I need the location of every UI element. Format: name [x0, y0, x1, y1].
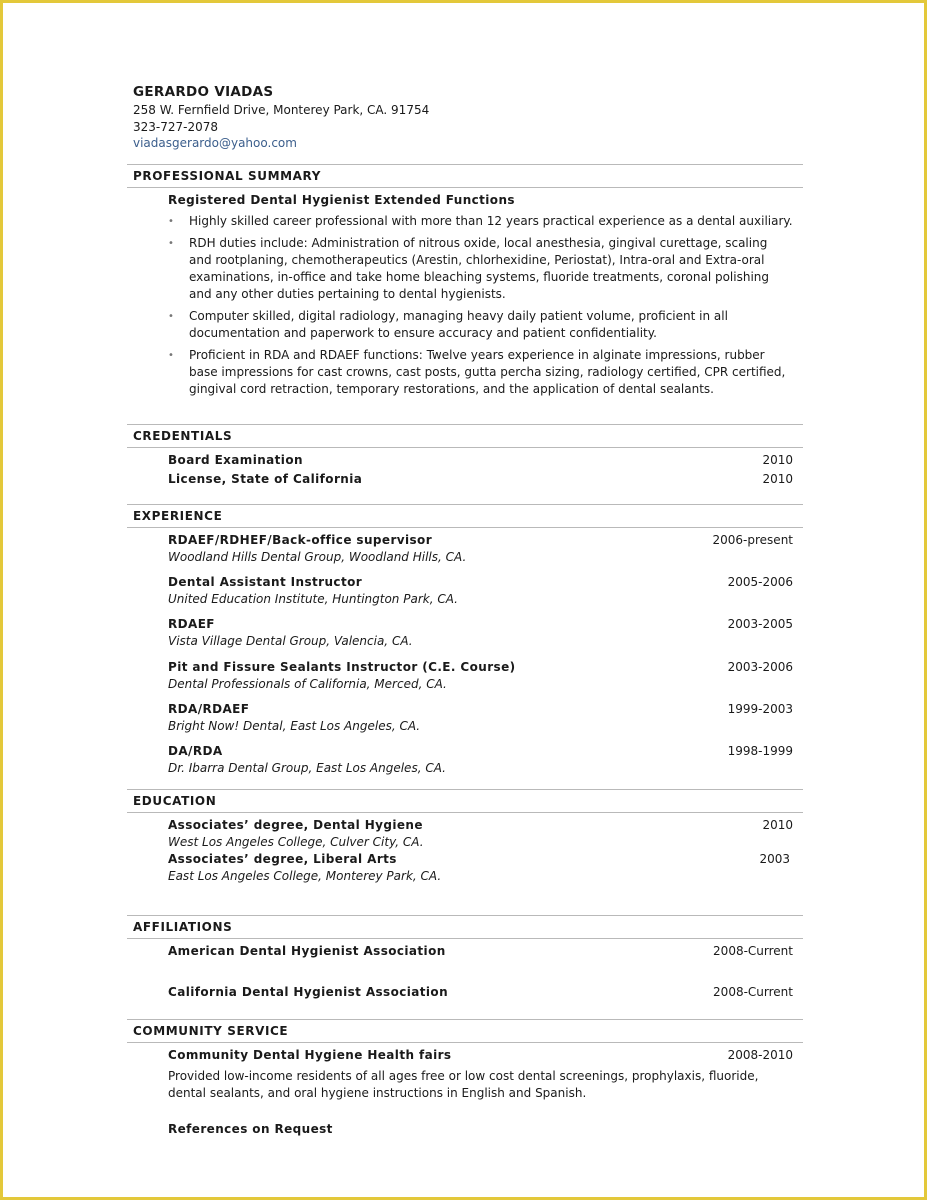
divider	[127, 187, 803, 188]
bullet-text: RDH duties include: Administration of nitrous oxide, local anesthesia, gingival curettage, scaling and rootplaning, chemotherapeutics (Arestin, chlorhexidine, Periostat), Intra-oral and Extra-oral examinations, in-office and take home bleaching systems, fluoride treatments, coronal polishing and any other duties pertaining to dental hygienists.	[189, 236, 770, 301]
resume-document	[133, 84, 803, 1136]
section-title: COMMUNITY SERVICE	[133, 1024, 289, 1038]
bullet-text: Computer skilled, digital radiology, managing heavy daily patient volume, proficient in all documentation and paperwork to ensure accuracy and patient confidentiality.	[189, 309, 728, 340]
affiliation-dates: 2008-Current	[713, 985, 793, 999]
education-year: 2003	[759, 852, 790, 866]
bullet-icon: •	[168, 311, 174, 322]
education-entry	[168, 817, 793, 851]
experience-entry	[168, 532, 793, 574]
phone: 323-727-2078	[133, 119, 219, 134]
section-title: PROFESSIONAL SUMMARY	[133, 169, 322, 183]
experience-entry	[168, 659, 793, 701]
job-title: RDAEF	[168, 617, 215, 631]
experience-entry	[168, 743, 793, 785]
credential-year: 2010	[762, 453, 793, 467]
list-item	[168, 347, 793, 398]
credential-label: License, State of California	[168, 472, 363, 486]
candidate-name: GERARDO VIADAS	[133, 84, 274, 100]
divider	[127, 1019, 803, 1020]
summary-bullets	[168, 213, 793, 398]
divider	[127, 527, 803, 528]
degree: Associates’ degree, Dental Hygiene	[168, 818, 423, 832]
job-title: RDA/RDAEF	[168, 702, 250, 716]
job-dates: 2005-2006	[727, 575, 793, 589]
bullet-text: Proficient in RDA and RDAEF functions: Twelve years experience in alginate impressions, rubber base impressions for cast crowns, cast posts, gutta percha sizing, radiology certified, CPR certified, gingival cord retraction, temporary restorations, and the application of dental sealants.	[189, 348, 786, 396]
community-dates: 2008-2010	[727, 1048, 793, 1062]
school: East Los Angeles College, Monterey Park, CA.	[168, 869, 442, 883]
credential-row	[168, 452, 793, 469]
job-title: DA/RDA	[168, 744, 223, 758]
job-employer: Vista Village Dental Group, Valencia, CA.	[168, 634, 413, 648]
references-note: References on Request	[168, 1122, 333, 1136]
divider	[127, 789, 803, 790]
section-title: EXPERIENCE	[133, 509, 223, 523]
experience-entry	[168, 701, 793, 743]
section-affiliations	[133, 915, 803, 1001]
bullet-icon: •	[168, 238, 174, 249]
job-title: Dental Assistant Instructor	[168, 575, 363, 589]
section-experience	[133, 504, 803, 785]
affiliation-name: American Dental Hygienist Association	[168, 944, 446, 958]
job-employer: Woodland Hills Dental Group, Woodland Hills, CA.	[168, 550, 467, 564]
education-year: 2010	[762, 818, 793, 832]
section-professional-summary	[133, 164, 803, 403]
section-credentials	[133, 424, 803, 488]
job-title: Pit and Fissure Sealants Instructor (C.E. Course)	[168, 660, 516, 674]
job-employer: United Education Institute, Huntington Park, CA.	[168, 592, 458, 606]
divider	[127, 812, 803, 813]
summary-subhead: Registered Dental Hygienist Extended Functions	[168, 193, 515, 207]
job-employer: Dental Professionals of California, Merced, CA.	[168, 677, 447, 691]
section-education	[133, 789, 803, 885]
school: West Los Angeles College, Culver City, CA.	[168, 835, 424, 849]
divider	[127, 164, 803, 165]
section-community-service	[133, 1019, 803, 1138]
divider	[127, 1042, 803, 1043]
affiliation-row	[168, 984, 793, 1001]
credential-year: 2010	[762, 472, 793, 486]
divider	[127, 447, 803, 448]
list-item	[168, 308, 793, 342]
affiliation-name: California Dental Hygienist Association	[168, 985, 449, 999]
address: 258 W. Fernfield Drive, Monterey Park, CA. 91754	[133, 103, 430, 117]
bullet-icon: •	[168, 216, 174, 227]
job-dates: 1999-2003	[727, 702, 793, 716]
experience-entry	[168, 574, 793, 616]
degree: Associates’ degree, Liberal Arts	[168, 852, 397, 866]
bullet-text: Highly skilled career professional with more than 12 years practical experience as a dental auxiliary.	[189, 214, 793, 228]
section-title: AFFILIATIONS	[133, 920, 233, 934]
divider	[127, 915, 803, 916]
section-title: EDUCATION	[133, 794, 217, 808]
divider	[127, 504, 803, 505]
affiliation-row	[168, 943, 793, 960]
credential-row	[168, 471, 793, 488]
divider	[127, 938, 803, 939]
job-dates: 1998-1999	[727, 744, 793, 758]
job-dates: 2003-2006	[727, 660, 793, 674]
divider	[127, 424, 803, 425]
job-title: RDAEF/RDHEF/Back-office supervisor	[168, 533, 433, 547]
list-item	[168, 235, 793, 303]
list-item	[168, 213, 793, 230]
community-item: Community Dental Hygiene Health fairs	[168, 1048, 452, 1062]
education-entry	[168, 851, 793, 885]
job-dates: 2006-present	[712, 533, 793, 547]
resume-header	[133, 84, 803, 152]
experience-entry	[168, 616, 793, 659]
job-employer: Bright Now! Dental, East Los Angeles, CA.	[168, 719, 421, 733]
job-dates: 2003-2005	[727, 617, 793, 631]
affiliation-dates: 2008-Current	[713, 944, 793, 958]
section-title: CREDENTIALS	[133, 429, 233, 443]
community-row	[168, 1047, 793, 1064]
email-link[interactable]: viadasgerardo@yahoo.com	[133, 136, 297, 150]
community-description: Provided low-income residents of all ages free or low cost dental screenings, prophylaxis, fluoride, dental sealants, and oral hygiene instructions in English and Spanish.	[168, 1069, 759, 1100]
job-employer: Dr. Ibarra Dental Group, East Los Angeles, CA.	[168, 761, 446, 775]
bullet-icon: •	[168, 350, 174, 361]
credential-label: Board Examination	[168, 453, 303, 467]
